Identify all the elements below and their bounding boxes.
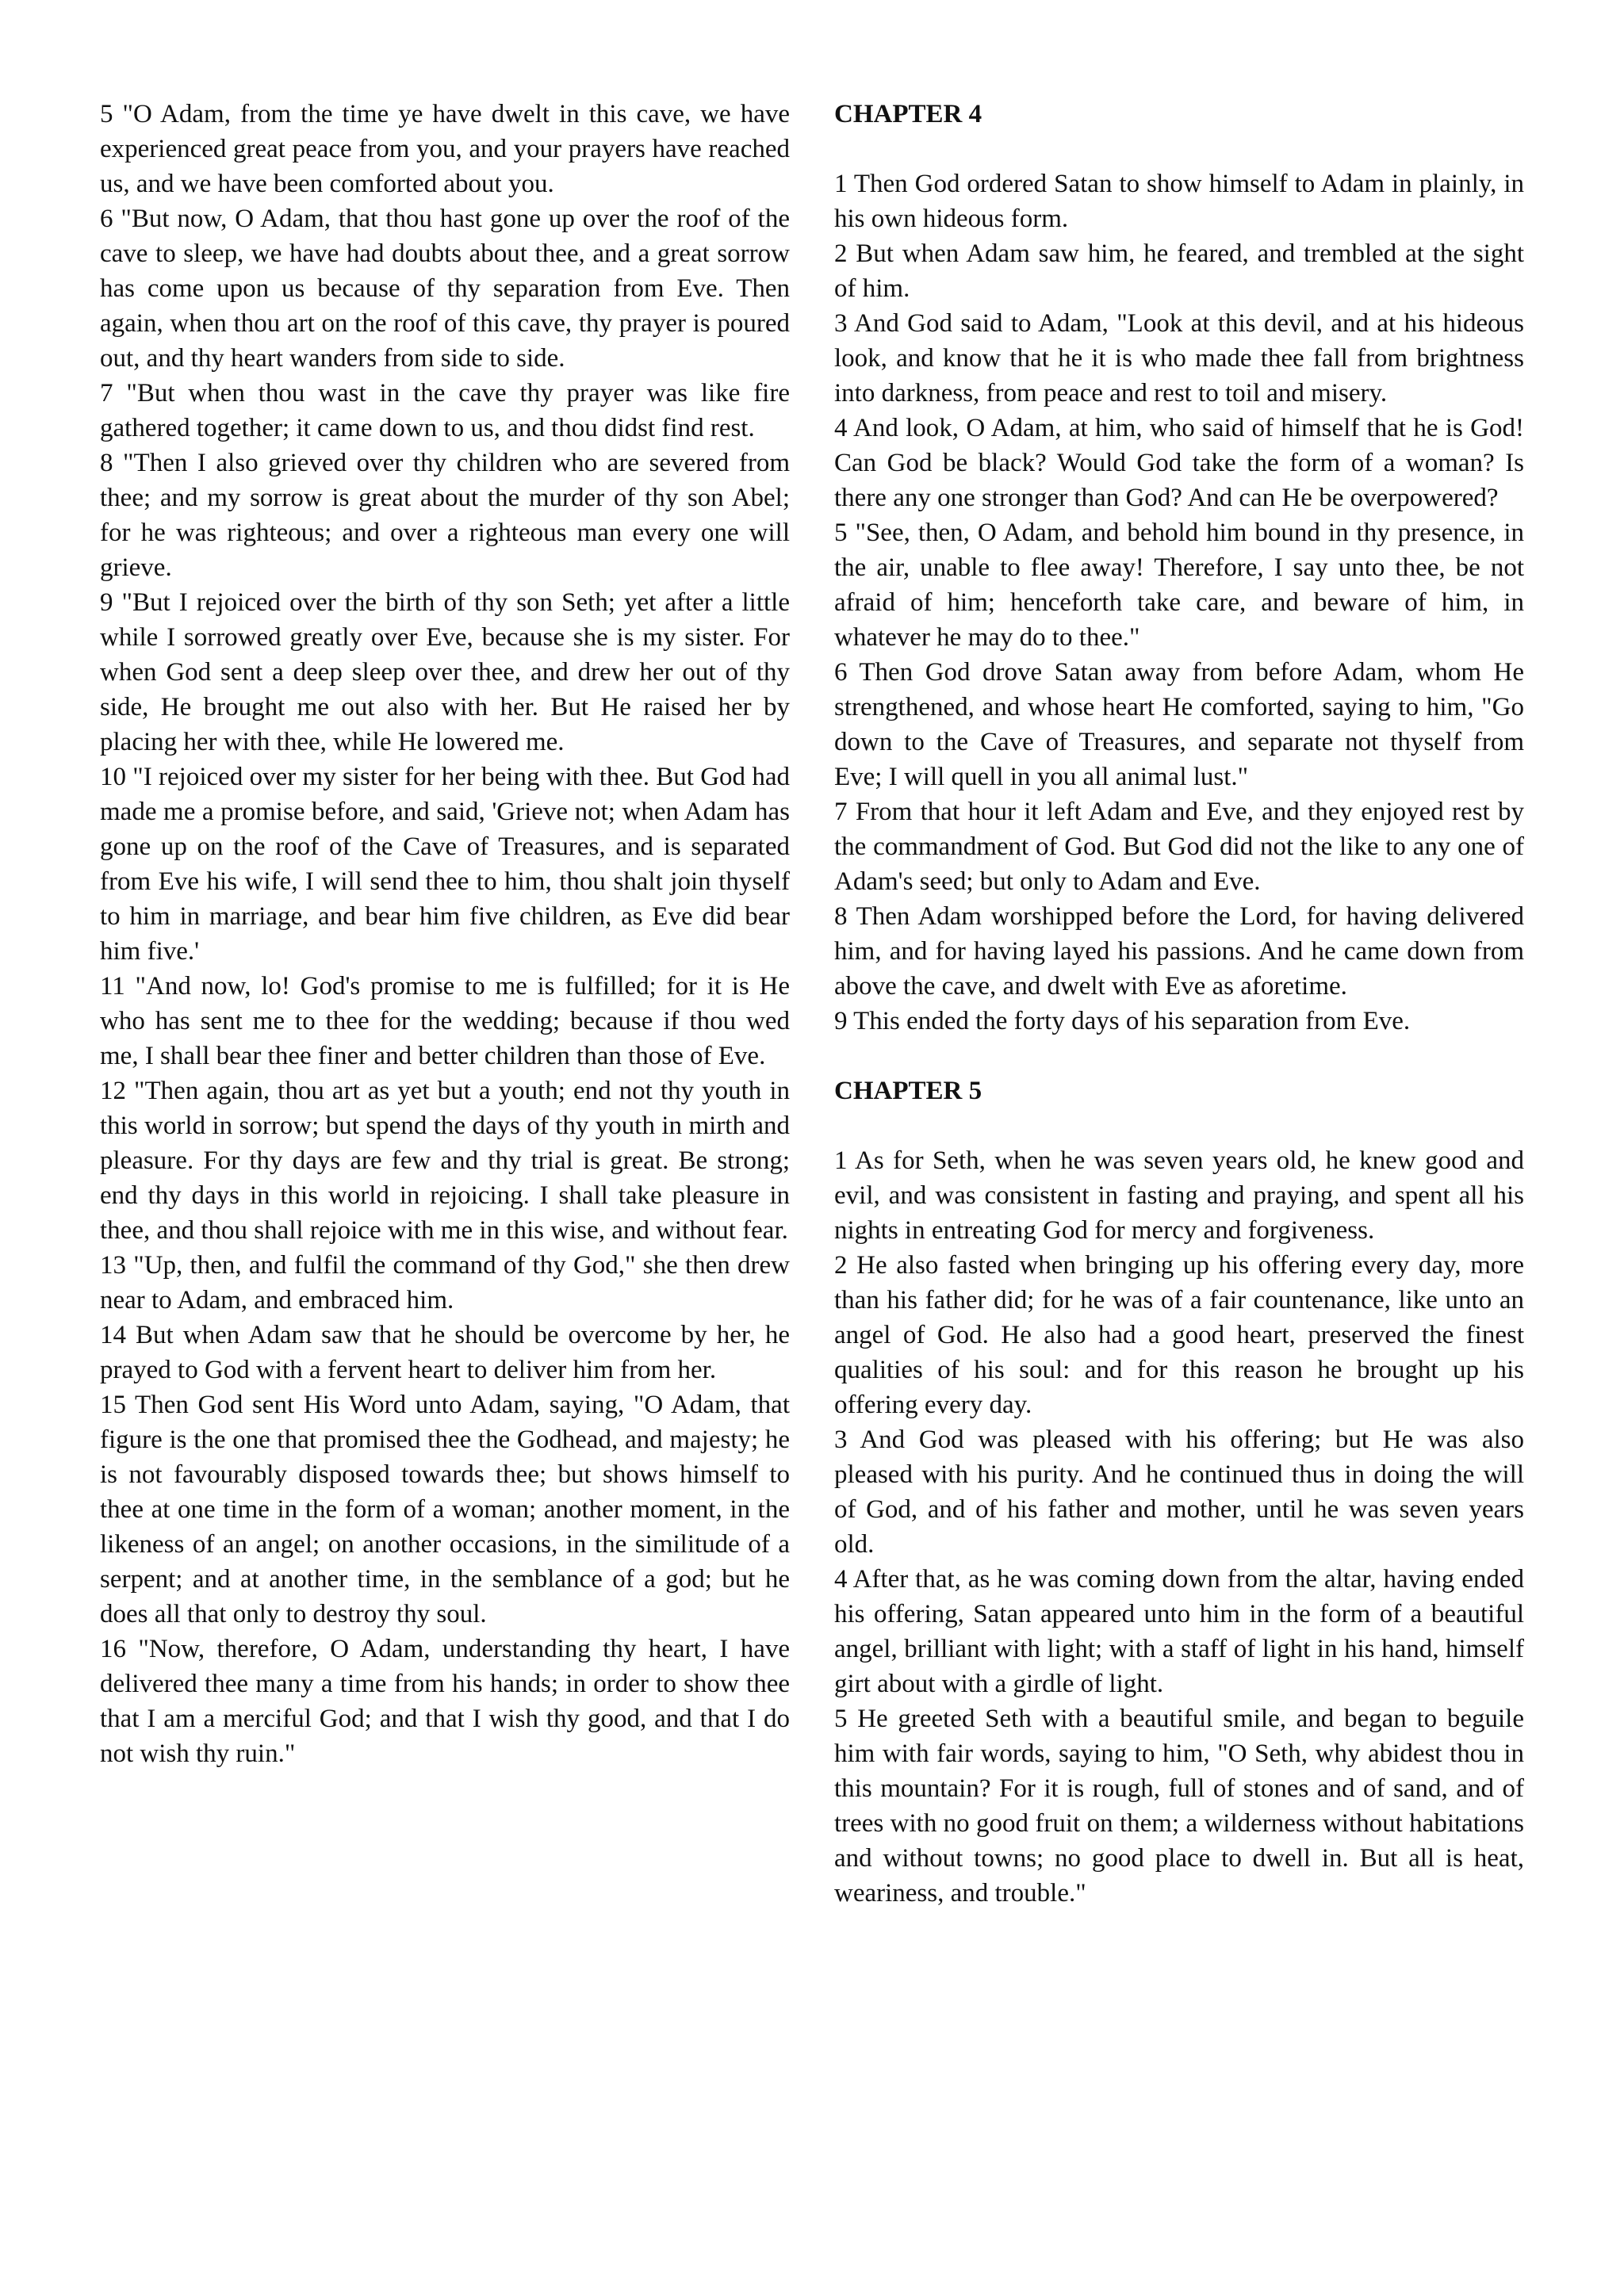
verse-8: 8 "Then I also grieved over thy children who are severed from thee; and my sorrow is great about the murder of thy son Abel; for he was righteous; and over a righteous man every one will grieve.	[100, 449, 790, 582]
ch4-verse-5: 5 "See, then, O Adam, and behold him bound in thy presence, in the air, unable to flee away! Therefore, I say unto thee, be not afraid of him; henceforth take care, and beware of him, in whatever he may do to thee."	[834, 519, 1524, 652]
verse-9: 9 "But I rejoiced over the birth of thy son Seth; yet after a little while I sorrowed greatly over Eve, because she is my sister. For when God sent a deep sleep over thee, and drew her out of thy side, He brought me out also with her. But He raised her by placing her with thee, while He lowered me.	[100, 588, 790, 756]
left-column	[100, 97, 790, 1911]
verse-6: 6 "But now, O Adam, that thou hast gone up over the roof of the cave to sleep, we have had doubts about thee, and a great sorrow has come upon us because of thy separation from Eve. Then again, when thou art on the roof of this cave, thy prayer is poured out, and thy heart wanders from side to side.	[100, 205, 790, 373]
verse-10: 10 "I rejoiced over my sister for her being with thee. But God had made me a promise before, and said, 'Grieve not; when Adam has gone up on the roof of the Cave of Treasures, and is separated from Eve his wife, I will send thee to him, thou shalt join thyself to him in marriage, and bear him five children, as Eve did bear him five.'	[100, 763, 790, 966]
verse-14: 14 But when Adam saw that he should be overcome by her, he prayed to God with a fervent heart to deliver him from her.	[100, 1321, 790, 1384]
ch4-verse-4: 4 And look, O Adam, at him, who said of himself that he is God! Can God be black? Would God take the form of a woman? Is there any one stronger than God? And can He be overpowered?	[834, 414, 1524, 512]
ch5-verse-4: 4 After that, as he was coming down from the altar, having ended his offering, Satan appeared unto him in the form of a beautiful angel, brilliant with light; with a staff of light in his hand, himself girt about with a girdle of light.	[834, 1565, 1524, 1698]
verse-7: 7 "But when thou wast in the cave thy prayer was like fire gathered together; it came down to us, and thou didst find rest.	[100, 379, 790, 442]
right-column	[834, 97, 1524, 1911]
chapter-5-heading: CHAPTER 5	[834, 1077, 982, 1105]
chapter-4-heading: CHAPTER 4	[834, 100, 982, 128]
verse-11: 11 "And now, lo! God's promise to me is fulfilled; for it is He who has sent me to thee for the wedding; because if thou wed me, I shall bear thee finer and better children than those of Eve.	[100, 972, 790, 1070]
two-column-layout	[100, 97, 1524, 1911]
ch4-verse-2: 2 But when Adam saw him, he feared, and trembled at the sight of him.	[834, 239, 1524, 303]
ch4-verse-6: 6 Then God drove Satan away from before Adam, whom He strengthened, and whose heart He comforted, saying to him, "Go down to the Cave of Treasures, and separate not thyself from Eve; I will quell in you all animal lust."	[834, 658, 1524, 791]
ch4-verse-3: 3 And God said to Adam, "Look at this devil, and at his hideous look, and know that he it is who made thee fall from brightness into darkness, from peace and rest to toil and misery.	[834, 309, 1524, 408]
ch4-verse-7: 7 From that hour it left Adam and Eve, and they enjoyed rest by the commandment of God. But God did not the like to any one of Adam's seed; but only to Adam and Eve.	[834, 798, 1524, 896]
ch5-verse-5: 5 He greeted Seth with a beautiful smile, and began to beguile him with fair words, saying to him, "O Seth, why abidest thou in this mountain? For it is rough, full of stones and of sand, and of trees with no good fruit on them; a wilderness without habitations and without towns; no good place to dwell in. But all is heat, weariness, and trouble."	[834, 1705, 1524, 1908]
verse-13: 13 "Up, then, and fulfil the command of thy God," she then drew near to Adam, and embraced him.	[100, 1251, 790, 1314]
ch4-verse-9: 9 This ended the forty days of his separation from Eve.	[834, 1007, 1411, 1035]
ch5-verse-2: 2 He also fasted when bringing up his offering every day, more than his father did; for he was of a fair countenance, like unto an angel of God. He also had a good heart, preserved the finest qualities of his soul: and for this reason he brought up his offering every day.	[834, 1251, 1524, 1419]
ch4-verse-1: 1 Then God ordered Satan to show himself to Adam in plainly, in his own hideous form.	[834, 170, 1524, 233]
verse-12: 12 "Then again, thou art as yet but a youth; end not thy youth in this world in sorrow; but spend the days of thy youth in mirth and pleasure. For thy days are few and thy trial is great. Be strong; end thy days in this world in rejoicing. I shall take pleasure in thee, and thou shall rejoice with me in this wise, and without fear.	[100, 1077, 790, 1245]
verse-16: 16 "Now, therefore, O Adam, understanding thy heart, I have delivered thee many a time from his hands; in order to show thee that I am a merciful God; and that I wish thy good, and that I do not wish thy ruin."	[100, 1635, 790, 1768]
verse-15: 15 Then God sent His Word unto Adam, saying, "O Adam, that figure is the one that promised thee the Godhead, and majesty; he is not favourably disposed towards thee; but shows himself to thee at one time in the form of a woman; another moment, in the likeness of an angel; on another occasions, in the similitude of a serpent; and at another time, in the semblance of a god; but he does all that only to destroy thy soul.	[100, 1391, 790, 1628]
ch5-verse-3: 3 And God was pleased with his offering; but He was also pleased with his purity. And he continued thus in doing the will of God, and of his father and mother, until he was seven years old.	[834, 1425, 1524, 1559]
ch4-verse-8: 8 Then Adam worshipped before the Lord, for having delivered him, and for having layed his passions. And he came down from above the cave, and dwelt with Eve as aforetime.	[834, 902, 1524, 1001]
verse-5: 5 "O Adam, from the time ye have dwelt in this cave, we have experienced great peace from you, and your prayers have reached us, and we have been comforted about you.	[100, 100, 790, 198]
ch5-verse-1: 1 As for Seth, when he was seven years old, he knew good and evil, and was consistent in fasting and praying, and spent all his nights in entreating God for mercy and forgiveness.	[834, 1146, 1524, 1245]
